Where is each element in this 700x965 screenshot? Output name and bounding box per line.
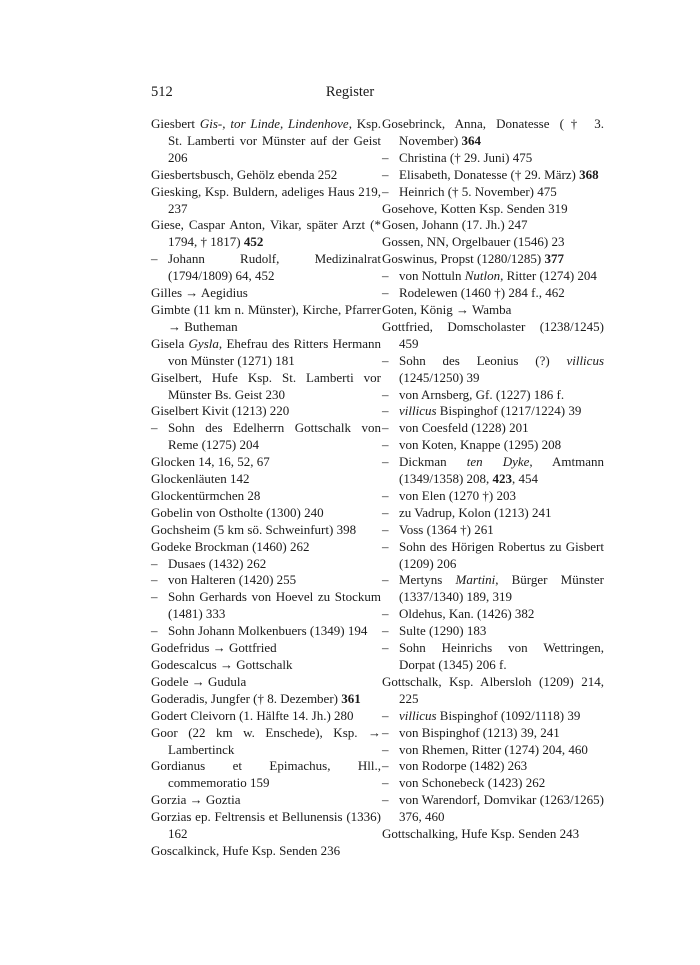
index-entry: Glocken 14, 16, 52, 67 [151, 454, 270, 470]
index-subentry: – Dusaes (1432) 262 [151, 555, 267, 571]
index-subentry: – Christina († 29. Juni) 475 [382, 149, 533, 165]
index-subentry: – von Rhemen, Ritter (1274) 204, 460 [382, 741, 588, 757]
index-subentry: – Johann Rudolf, Medizinalrat (1794/1809) 64, 452 [151, 251, 381, 284]
index-entry: Gosehove, Kotten Ksp. Senden 319 [382, 200, 568, 216]
index-entry: Glockentürmchen 28 [151, 487, 261, 503]
index-subentry: – von Koten, Knappe (1295) 208 [382, 437, 562, 453]
index-entry: Gordianus et Epimachus, Hll., commemoratio 159 [151, 758, 381, 791]
index-subentry: – zu Vadrup, Kolon (1213) 241 [382, 504, 552, 520]
index-entry: Gorzias ep. Feltrensis et Bellunensis (1336) 162 [151, 809, 381, 842]
index-subentry: – Heinrich († 5. November) 475 [382, 183, 557, 199]
index-subentry: – von Warendorf, Domvikar (1263/1265) 376, 460 [382, 792, 604, 825]
index-subentry: – von Rodorpe (1482) 263 [382, 758, 528, 774]
index-subentry: – Sohn Johann Molkenbuers (1349) 194 [151, 623, 368, 639]
index-entry: Gochsheim (5 km sö. Schweinfurt) 398 [151, 521, 357, 537]
index-entry: Goderadis, Jungfer († 8. Dezember) 361 [151, 690, 361, 706]
index-subentry: – Sohn des Hörigen Robertus zu Gisbert (1209) 206 [382, 538, 604, 571]
index-subentry: – von Halteren (1420) 255 [151, 572, 297, 588]
index-subentry: – Rodelewen (1460 †) 284 f., 462 [382, 285, 565, 301]
index-entry: Gottfried, Domscholaster (1238/1245) 459 [382, 318, 604, 351]
index-subentry: – Sohn des Edelherrn Gottschalk von Reme (1275) 204 [151, 420, 381, 453]
index-entry: Giselbert, Hufe Ksp. St. Lamberti vor Münster Bs. Geist 230 [151, 369, 381, 402]
index-entry: Gottschalk, Ksp. Albersloh (1209) 214, 225 [382, 673, 604, 706]
index-subentry: – villicus Bispinghof (1217/1224) 39 [382, 403, 582, 419]
index-entry: Gottschalking, Hufe Ksp. Senden 243 [382, 826, 580, 842]
index-entry: Giesbertsbusch, Gehölz ebenda 252 [151, 166, 338, 182]
index-subentry: – von Elen (1270 †) 203 [382, 487, 516, 503]
running-title: Register [325, 84, 375, 100]
page-number: 512 [151, 84, 173, 100]
index-subentry: – Sohn Gerhards von Hoevel zu Stockum (1481) 333 [151, 589, 381, 622]
index-subentry: – Mertyns Martini, Bürger Münster (1337/1340) 189, 319 [382, 572, 604, 605]
index-entry: Godefridus → Gottfried [151, 640, 277, 656]
index-subentry: – Oldehus, Kan. (1426) 382 [382, 606, 535, 622]
index-entry: Giselbert Kivit (1213) 220 [151, 403, 290, 419]
index-subentry: – Dickman ten Dyke, Amtmann (1349/1358) 208, 423, 454 [382, 454, 604, 487]
index-entry: Gilles → Aegidius [151, 285, 248, 301]
index-entry: Giese, Caspar Anton, Vikar, später Arzt (* 1794, † 1817) 452 [151, 217, 381, 250]
index-subentry: – Elisabeth, Donatesse († 29. März) 368 [382, 166, 599, 182]
index-subentry: – Sohn Heinrichs von Wettringen, Dorpat (1345) 206 f. [382, 640, 604, 672]
index-entry: Gobelin von Ostholte (1300) 240 [151, 504, 324, 520]
index-entry: Gorzia → Goztia [151, 792, 241, 808]
index-entry: Goswinus, Propst (1280/1285) 377 [382, 251, 565, 267]
index-entry: Goten, König → Wamba [382, 301, 512, 317]
index-entry: Goscalkinck, Hufe Ksp. Senden 236 [151, 842, 341, 858]
index-subentry: – von Bispinghof (1213) 39, 241 [382, 724, 560, 740]
index-entry: Godele → Gudula [151, 673, 247, 689]
index-subentry: – villicus Bispinghof (1092/1118) 39 [382, 707, 581, 723]
index-subentry: – von Coesfeld (1228) 201 [382, 420, 529, 436]
index-entry: Glockenläuten 142 [151, 471, 250, 487]
index-subentry: – Voss (1364 †) 261 [382, 521, 494, 537]
index-subentry: – Sohn des Leonius (?) villicus (1245/1250) 39 [382, 352, 604, 385]
index-entry: Gosebrinck, Anna, Donatesse († 3. November) 364 [382, 116, 604, 148]
index-subentry: – von Schonebeck (1423) 262 [382, 775, 546, 791]
index-subentry: – von Arnsberg, Gf. (1227) 186 f. [382, 386, 565, 402]
index-entry: Gimbte (11 km n. Münster), Kirche, Pfarrer → Butheman [151, 301, 381, 334]
index-entry: Goor (22 km w. Enschede), Ksp. → Lambertinck [151, 724, 381, 757]
index-entry: Gosen, Johann (17. Jh.) 247 [382, 217, 528, 233]
index-entry: Giesking, Ksp. Buldern, adeliges Haus 219, 237 [151, 183, 381, 216]
index-entry: Godeke Brockman (1460) 262 [151, 538, 310, 554]
index-subentry: – von Nottuln Nutlon, Ritter (1274) 204 [382, 268, 597, 284]
index-entry: Godert Cleivorn (1. Hälfte 14. Jh.) 280 [151, 707, 354, 723]
index-entry: Godescalcus → Gottschalk [151, 657, 293, 672]
index-entry: Gossen, NN, Orgelbauer (1546) 23 [382, 234, 565, 250]
index-subentry: – Sulte (1290) 183 [382, 623, 487, 639]
index-column-right [382, 116, 604, 843]
index-entry: Gisela Gysla, Ehefrau des Ritters Hermann von Münster (1271) 181 [151, 335, 381, 368]
index-column-left [151, 116, 381, 860]
index-entry: Giesbert Gis-, tor Linde, Lindenhove, Ksp. St. Lamberti vor Münster auf der Geist 206 [151, 116, 381, 165]
